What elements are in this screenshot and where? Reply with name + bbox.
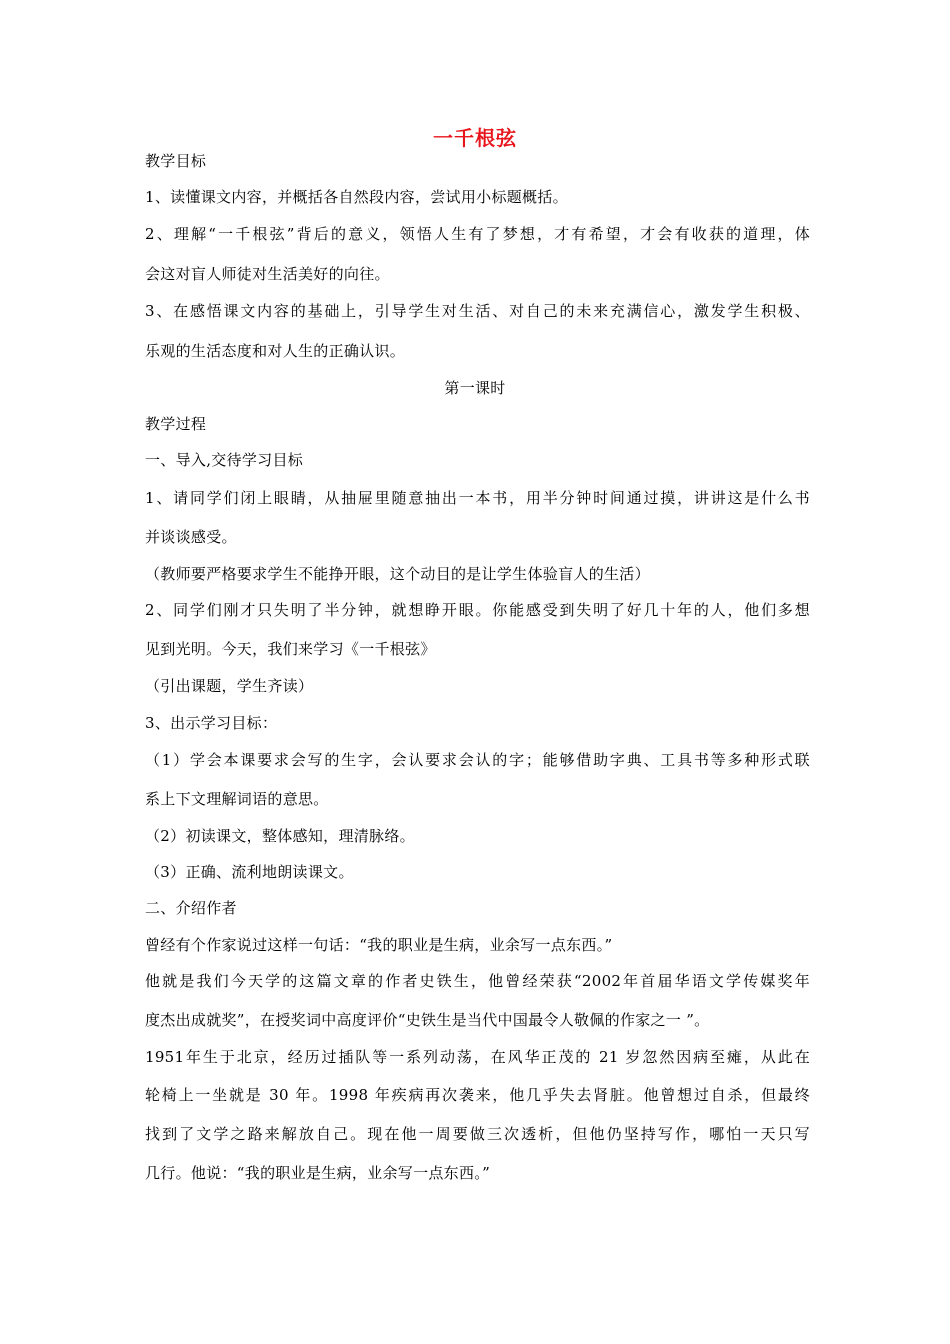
- goal-2: （2）初读课文，整体感知，理清脉络。: [145, 827, 415, 845]
- objective-3-line-2: 乐观的生活态度和对人生的正确认识。: [145, 342, 406, 360]
- part-1-heading: 一、导入,交待学习目标: [145, 451, 304, 469]
- step-3-heading: 3、出示学习目标：: [145, 714, 278, 732]
- author-bio-line-1: 他就是我们今天学的这篇文章的作者史铁生，他曾经荣获“2002年首届华语文学传媒奖年: [145, 972, 810, 990]
- goal-1-line-2: 系上下文理解词语的意思。: [145, 790, 329, 808]
- author-bio-line-2: 度杰出成就奖”，在授奖词中高度评价“史铁生是当代中国最令人敬佩的作家之一 ”。: [145, 1011, 710, 1029]
- step-1-line-1: 1、请同学们闭上眼睛，从抽屉里随意抽出一本书，用半分钟时间通过摸，讲讲这是什么书: [145, 489, 810, 507]
- objective-2-line-2: 会这对盲人师徒对生活美好的向往。: [145, 265, 390, 283]
- goal-3: （3）正确、流利地朗读课文。: [145, 863, 354, 881]
- document-title: 一千根弦: [433, 126, 517, 150]
- part-2-heading: 二、介绍作者: [145, 899, 237, 917]
- author-bio-line-5: 找到了文学之路来解放自己。现在他一周要做三次透析，但他仍坚持写作，哪怕一天只写: [145, 1125, 810, 1143]
- section-heading-objectives: 教学目标: [145, 152, 207, 170]
- step-2-line-1: 2、同学们刚才只失明了半分钟，就想睁开眼。你能感受到失明了好几十年的人，他们多想: [145, 601, 810, 619]
- objective-3-line-1: 3、在感悟课文内容的基础上，引导学生对生活、对自己的未来充满信心，激发学生积极、: [145, 302, 810, 320]
- step-2-line-2: 见到光明。今天，我们来学习《一千根弦》: [145, 640, 436, 658]
- author-bio-line-3: 1951年生于北京，经历过插队等一系列动荡，在风华正茂的 21 岁忽然因病至瘫，从此在: [145, 1048, 810, 1066]
- lesson-period-heading: 第一课时: [444, 379, 506, 397]
- step-1-line-2: 并谈谈感受。: [145, 528, 237, 546]
- objective-2-line-1: 2、理解“一千根弦”背后的意义，领悟人生有了梦想，才有希望，才会有收获的道理，体: [145, 225, 810, 243]
- section-heading-process: 教学过程: [145, 415, 207, 433]
- author-bio-line-6: 几行。他说：“我的职业是生病，业余写一点东西。”: [145, 1164, 491, 1182]
- goal-1-line-1: （1）学会本课要求会写的生字，会认要求会认的字；能够借助字典、工具书等多种形式联: [145, 751, 810, 769]
- step-2-note: （引出课题，学生齐读）: [145, 677, 314, 695]
- objective-1: 1、读懂课文内容，并概括各自然段内容，尝试用小标题概括。: [145, 188, 568, 206]
- teacher-note: （教师要严格要求学生不能挣开眼，这个动目的是让学生体验盲人的生活）: [145, 565, 650, 583]
- author-quote: 曾经有个作家说过这样一句话：“我的职业是生病，业余写一点东西。”: [145, 936, 613, 954]
- author-bio-line-4: 轮椅上一坐就是 30 年。1998 年疾病再次袭来，他几乎失去肾脏。他曾想过自杀，但最终: [145, 1086, 810, 1104]
